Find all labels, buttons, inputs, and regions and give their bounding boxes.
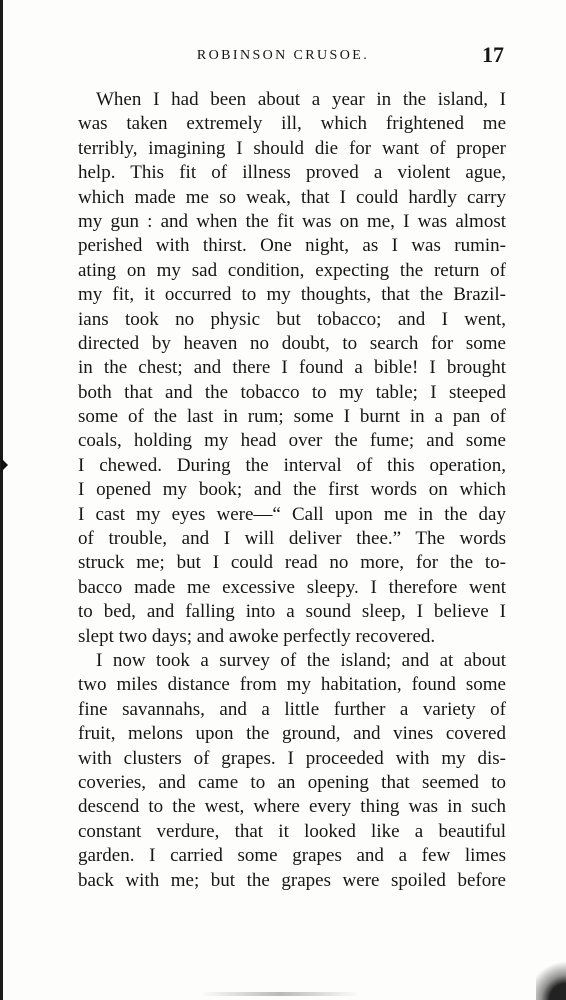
text-line: I cast my eyes were—“ Call upon me in the day (78, 503, 506, 525)
text-line: coveries, and came to an opening that seemed to (78, 771, 506, 793)
page-bottom-speck (200, 992, 360, 996)
text-line: my fit, it occurred to my thoughts, that the Brazil- (78, 284, 506, 306)
text-line: fine savannahs, and a little further a variety of (78, 698, 506, 720)
text-line: with clusters of grapes. I proceeded with my dis- (78, 747, 506, 769)
text-line: help. This fit of illness proved a violent ague, (78, 162, 506, 184)
page-header (0, 42, 566, 70)
text-line: struck me; but I could read no more, for the to- (78, 552, 506, 574)
text-line: garden. I carried some grapes and a few limes (78, 845, 506, 867)
page-corner-wear (536, 954, 566, 1000)
text-line: some of the last in rum; some I burnt in a pan of (78, 406, 506, 428)
text-line: I chewed. During the interval of this operation, (78, 454, 506, 476)
text-line: bacco made me excessive sleepy. I therefore went (78, 576, 506, 598)
text-line: coals, holding my head over the fume; and some (78, 430, 506, 452)
text-line: ians took no physic but tobacco; and I went, (78, 308, 506, 330)
text-line: ating on my sad condition, expecting the return of (78, 259, 506, 281)
text-line: When I had been about a year in the island, I (96, 89, 506, 110)
text-line: perished with thirst. One night, as I was rumin- (78, 235, 506, 257)
text-line: to bed, and falling into a sound sleep, I believe I (78, 601, 506, 623)
page-number: 17 (482, 42, 504, 67)
text-line: I now took a survey of the island; and at about (96, 649, 506, 671)
page-edge-shadow (0, 0, 3, 1000)
text-line: terribly, imagining I should die for want of proper (78, 137, 506, 159)
text-line: which made me so weak, that I could hardly carry (78, 186, 506, 208)
text-line: constant verdure, that it looked like a beautiful (78, 820, 506, 842)
text-line: in the chest; and there I found a bible! I brought (78, 357, 506, 379)
text-line: fruit, melons upon the ground, and vines covered (78, 723, 506, 745)
text-line: was taken extremely ill, which frightened me (78, 113, 506, 135)
margin-arrow-icon (1, 458, 8, 472)
text-line: two miles distance from my habitation, found some (78, 674, 506, 696)
text-line: descend to the west, where every thing was in such (78, 796, 506, 818)
text-line: of trouble, and I will deliver thee.” The words (78, 528, 506, 550)
text-line: slept two days; and awoke perfectly recovered. (78, 625, 436, 647)
text-line: back with me; but the grapes were spoiled before (78, 869, 506, 891)
body-text (78, 88, 506, 893)
running-title: ROBINSON CRUSOE. (196, 48, 370, 63)
text-line: both that and the tobacco to my table; I steeped (78, 381, 506, 403)
text-line: I opened my book; and the first words on which (78, 479, 506, 501)
text-line: my gun : and when the fit was on me, I was almost (78, 210, 506, 232)
text-line: directed by heaven no doubt, to search for some (78, 332, 506, 354)
